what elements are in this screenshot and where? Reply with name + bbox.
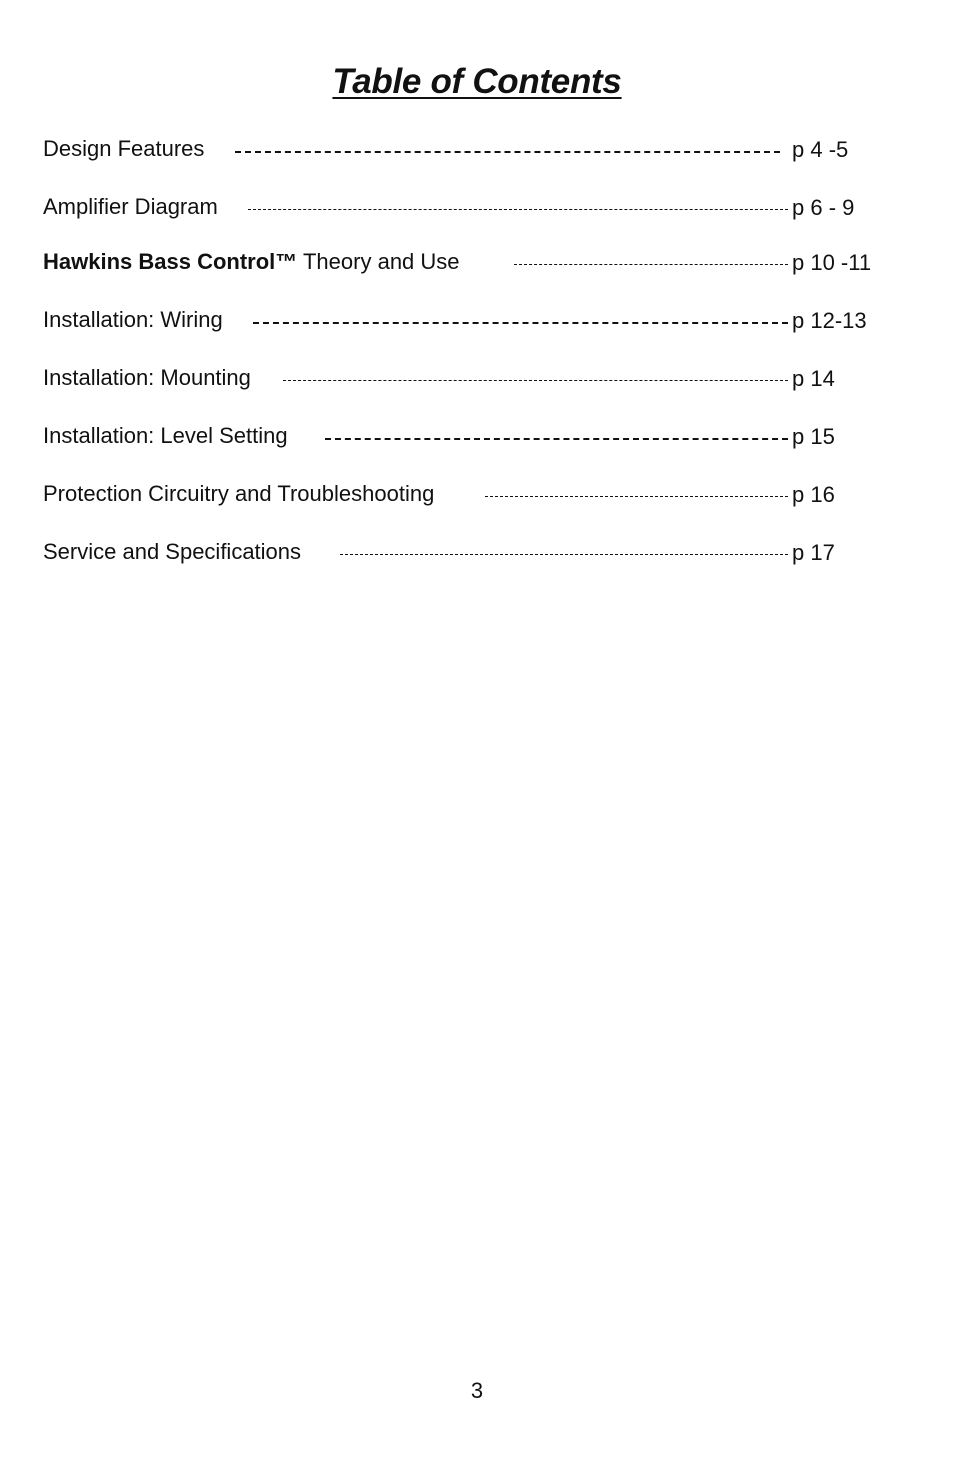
- toc-entry-label: Amplifier Diagram: [43, 194, 218, 219]
- toc-entry-label: Hawkins Bass Control™ Theory and Use: [43, 249, 460, 274]
- dotted-leader: [485, 496, 788, 497]
- toc-entry-installation-mounting[interactable]: [43, 363, 893, 393]
- toc-entry-installation-level-setting[interactable]: [43, 421, 893, 451]
- toc-entry-amplifier-diagram[interactable]: [43, 192, 893, 222]
- toc-entry-page: p 15: [792, 424, 835, 449]
- toc-entry-design-features[interactable]: [43, 134, 893, 164]
- toc-entry-label: Protection Circuitry and Troubleshooting: [43, 481, 435, 506]
- dotted-leader: [248, 209, 788, 210]
- dotted-leader: [253, 322, 788, 324]
- toc-entry-page: p 14: [792, 366, 835, 391]
- toc-entry-installation-wiring[interactable]: [43, 305, 893, 335]
- toc-entry-protection-circuitry[interactable]: [43, 479, 893, 509]
- toc-entry-label: Installation: Mounting: [43, 365, 251, 390]
- toc-entry-page: p 12-13: [792, 308, 867, 333]
- toc-entry-page: p 16: [792, 482, 835, 507]
- dotted-leader: [340, 554, 788, 555]
- toc-entry-label: Design Features: [43, 136, 205, 161]
- dotted-leader: [514, 264, 788, 265]
- page-number: 3: [470, 1378, 484, 1403]
- toc-entry-label: Installation: Wiring: [43, 307, 223, 332]
- toc-entry-page: p 6 - 9: [792, 195, 855, 220]
- page-title: Table of Contents: [332, 62, 622, 101]
- toc-entry-page: p 10 -11: [792, 250, 872, 275]
- toc-entry-page: p 4 -5: [792, 137, 849, 162]
- toc-entry-label: Installation: Level Setting: [43, 423, 288, 448]
- toc-entry-service-and-specifications[interactable]: [43, 537, 893, 567]
- dotted-leader: [235, 151, 780, 153]
- dotted-leader: [325, 438, 788, 440]
- dotted-leader: [283, 380, 788, 381]
- toc-entry-hawkins-bass-control[interactable]: [43, 247, 893, 277]
- toc-entry-label: Service and Specifications: [43, 539, 302, 564]
- toc-entry-page: p 17: [792, 540, 835, 565]
